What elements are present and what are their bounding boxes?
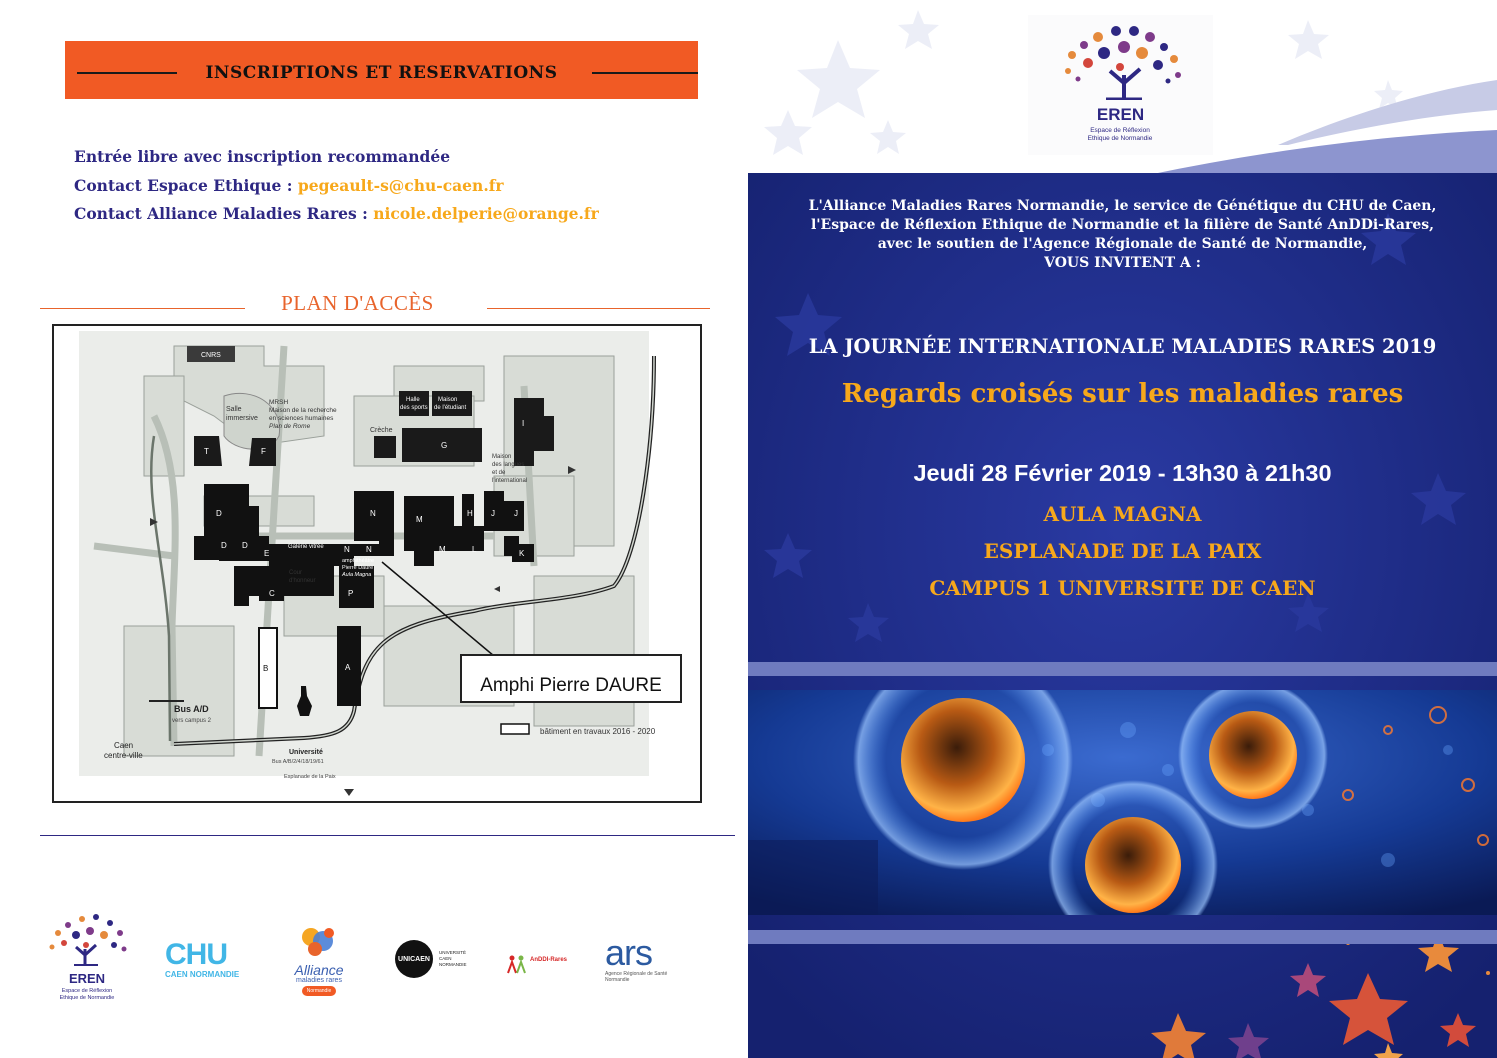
svg-text:J: J (491, 509, 495, 518)
svg-text:H: H (467, 509, 473, 518)
amphi-callout: Amphi Pierre DAURE (460, 654, 682, 703)
svg-text:D: D (221, 541, 227, 550)
contact-ethique: Contact Espace Ethique : pegeault-s@chu-caen.fr (74, 176, 504, 195)
svg-text:C: C (269, 589, 275, 598)
svg-text:des sports: des sports (400, 405, 428, 411)
svg-text:M: M (416, 515, 423, 524)
intro-text (748, 197, 1497, 273)
venue-line-2: ESPLANADE DE LA PAIX (983, 539, 1262, 563)
email-ethique-link[interactable]: pegeault-s@chu-caen.fr (297, 176, 504, 195)
svg-text:de l'étudiant: de l'étudiant (434, 405, 467, 411)
svg-text:d'honneur: d'honneur (289, 578, 316, 584)
svg-text:immersive: immersive (226, 415, 258, 422)
svg-text:J: J (514, 509, 518, 518)
anddi-people-icon (506, 953, 528, 975)
svg-text:centre-ville: centre-ville (104, 751, 143, 760)
chu-logo-sub: CAEN NORMANDIE (165, 970, 240, 979)
svg-text:T: T (204, 447, 209, 456)
svg-text:amphithéâtre: amphithéâtre (342, 558, 375, 564)
map-label-bus-ad: Bus A/D (174, 704, 209, 714)
intro-line-4: VOUS INVITENT A : (1044, 255, 1201, 271)
chu-logo-text: CHU (165, 938, 227, 971)
svg-text:Salle: Salle (226, 406, 242, 413)
svg-text:P: P (348, 589, 354, 598)
svg-text:l'international: l'international (492, 478, 528, 484)
map-label-galerie: Galerie vitrée (288, 544, 324, 550)
svg-text:N: N (370, 509, 376, 518)
cells-illustration (748, 690, 1497, 915)
svg-text:Maison: Maison (492, 454, 512, 460)
venue-line-1: AULA MAGNA (1043, 502, 1202, 526)
venue-line-3: CAMPUS 1 UNIVERSITE DE CAEN (929, 576, 1316, 600)
svg-text:Halle: Halle (406, 397, 420, 403)
campus-map (52, 324, 702, 803)
svg-text:Pierre Daure: Pierre Daure (342, 565, 374, 571)
svg-text:des langues: des langues (492, 462, 525, 468)
svg-text:et de: et de (492, 470, 506, 476)
bottom-rule (40, 835, 735, 836)
svg-text:Aula Magna: Aula Magna (342, 572, 372, 578)
svg-text:Caen: Caen (114, 741, 134, 750)
chu-logo (165, 940, 250, 982)
eren-logo-bottom (38, 905, 136, 1005)
eren-logo-top (1028, 15, 1213, 155)
svg-text:I: I (522, 419, 525, 428)
ars-logo: ars Agence Régionale de Santé Normandie (605, 935, 680, 987)
svg-text:A: A (345, 663, 351, 672)
eren-tree-icon-top (1028, 15, 1213, 100)
svg-text:L: L (472, 545, 477, 554)
svg-text:Maison de la recherche: Maison de la recherche (269, 407, 337, 414)
map-label-universite: Université (289, 749, 323, 756)
svg-text:D: D (216, 509, 222, 518)
stripe-top (748, 662, 1497, 676)
svg-text:N: N (344, 545, 350, 554)
event-title: LA JOURNÉE INTERNATIONALE MALADIES RARES 2019 (808, 335, 1437, 358)
registration-banner (65, 41, 698, 99)
contact-alliance: Contact Alliance Maladies Rares : nicole.delperie@orange.fr (74, 204, 599, 223)
svg-text:MRSH: MRSH (269, 399, 289, 406)
map-legend: bâtiment en travaux 2016 - 2020 (540, 727, 656, 736)
svg-text:E: E (264, 549, 270, 558)
intro-line-3: avec le soutien de l'Agence Régionale de Santé de Normandie, (877, 236, 1368, 252)
svg-text:Cour: Cour (289, 570, 303, 576)
map-label-cnrs: CNRS (201, 352, 221, 359)
campus-map-drawing (54, 326, 700, 801)
alliance-logo: Alliance maladies rares Normandie (285, 925, 353, 995)
cells-photo (748, 690, 1497, 915)
panel-stars-background (748, 173, 1497, 1058)
invitation-panel (748, 173, 1497, 1058)
svg-text:F: F (261, 447, 266, 456)
eren-logo-top-sub: Espace de Réflexion Ethique de Normandie (1087, 127, 1153, 142)
free-entry-text: Entrée libre avec inscription recommandée (74, 147, 451, 166)
stripe-bottom (748, 930, 1497, 944)
svg-text:K: K (519, 549, 525, 558)
svg-text:Esplanade de la Paix: Esplanade de la Paix (284, 774, 336, 780)
ars-logo-text: ars (605, 932, 653, 973)
svg-text:B: B (263, 664, 269, 673)
unicaen-logo-text: UNICAEN (395, 940, 433, 978)
event-subtitle: Regards croisés sur les maladies rares (841, 379, 1404, 409)
email-alliance-link[interactable]: nicole.delperie@orange.fr (373, 204, 599, 223)
eren-logo-bottom-sub: Espace de Réflexion Ethique de Normandie (59, 988, 115, 1001)
eren-logo-bottom-text: EREN (68, 971, 106, 986)
anddi-logo-text: AnDDI-Rares (530, 957, 568, 963)
event-date: Jeudi 28 Février 2019 - 13h30 à 21h30 (913, 460, 1332, 486)
svg-text:en sciences humaines: en sciences humaines (269, 415, 334, 422)
anddi-logo (506, 953, 576, 975)
intro-line-1: L'Alliance Maladies Rares Normandie, le service de Génétique du CHU de Caen, (808, 198, 1437, 214)
svg-text:N: N (366, 545, 372, 554)
svg-text:vers campus 2: vers campus 2 (172, 718, 212, 724)
svg-text:Crèche: Crèche (370, 427, 393, 434)
svg-text:G: G (441, 441, 448, 450)
unicaen-logo: UNICAEN UNIVERSITÉ CAEN NORMANDIE (395, 940, 485, 980)
alliance-bubbles-icon (285, 925, 353, 959)
alliance-logo-text: Alliance (294, 962, 344, 978)
svg-text:Plan de Rome: Plan de Rome (269, 423, 311, 430)
svg-text:M: M (439, 545, 446, 554)
svg-text:Maison: Maison (438, 397, 458, 403)
plan-title: PLAN D'ACCÈS (281, 291, 434, 315)
svg-text:Bus A/B/2/4/18/19/61: Bus A/B/2/4/18/19/61 (272, 759, 324, 765)
banner-title: INSCRIPTIONS ET RESERVATIONS (205, 63, 558, 83)
intro-line-2: l'Espace de Réflexion Ethique de Normandie et la filière de Santé AnDDi-Rares, (810, 217, 1435, 233)
plan-rule-right (487, 308, 710, 309)
eren-logo-top-text: EREN (1096, 105, 1145, 124)
svg-text:D: D (242, 541, 248, 550)
